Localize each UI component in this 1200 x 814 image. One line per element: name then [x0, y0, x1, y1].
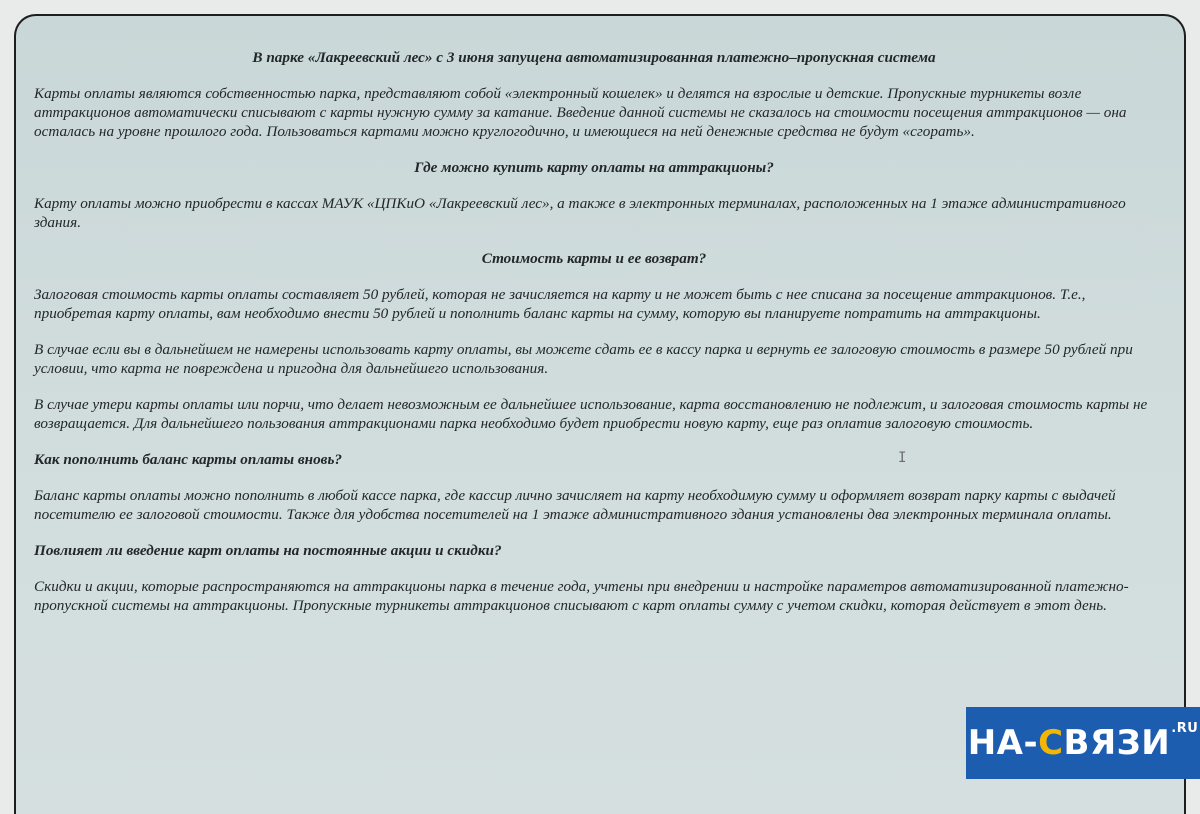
text-cursor-icon: I — [898, 450, 907, 466]
info-article — [34, 48, 1154, 632]
logo-text-na: НА- — [967, 723, 1039, 763]
logo-text-vyazi: ВЯЗИ — [1063, 723, 1171, 763]
paragraph-discounts: Скидки и акции, которые распространяются на аттракционы парка в течение года, учтены при внедрении и настройке параметров автоматизированной платежно-пропускной системы на аттракционы. Пропускные турникеты аттракционов списывают с карт оплаты сумму с учетом скидки, которая действует в этот день. — [34, 578, 1129, 614]
heading-cost-and-return: Стоимость карты и ее возврат? — [481, 250, 707, 267]
paragraph-intro: Карты оплаты являются собственностью парка, представляют собой «электронный кошелек» и делятся на взрослые и детские. Пропускные турникеты возле аттракционов автоматически списывают с карты нужную сумму за катание. Введение данной системы не сказалось на стоимости посещения аттракционов — она осталась на уровне прошлого года. Пользоваться картами можно круглогодично, и имеющиеся на ней денежные средства не будут «сгорать». — [34, 85, 1127, 140]
logo-text-tld: .RU — [1171, 721, 1199, 736]
logo-text-s: С — [1038, 723, 1064, 763]
heading-discounts: Повлияет ли введение карт оплаты на постоянные акции и скидки? — [34, 542, 502, 559]
heading-top-up: Как пополнить баланс карты оплаты вновь? — [34, 451, 343, 468]
paragraph-loss: В случае утери карты оплаты или порчи, что делает невозможным ее дальнейшее использование, карта восстановлению не подлежит, и залоговая стоимость карты не возвращается. Для дальнейшего пользования аттракционами парка необходимо будет приобрести новую карту, еще раз оплатив залоговую стоимость. — [34, 396, 1148, 432]
article-headline: В парке «Лакреевский лес» с 3 июня запущена автоматизированная платежно–пропускная система — [252, 49, 936, 66]
heading-where-to-buy: Где можно купить карту оплаты на аттракционы? — [414, 159, 774, 176]
kiosk-screen — [14, 14, 1186, 814]
watermark-logo — [966, 707, 1200, 779]
paragraph-where-to-buy: Карту оплаты можно приобрести в кассах МАУК «ЦПКиО «Лакреевский лес», а также в электронных терминалах, расположенных на 1 этаже административного здания. — [34, 195, 1126, 231]
paragraph-deposit: Залоговая стоимость карты оплаты составляет 50 рублей, которая не зачисляется на карту и не может быть с нее списана за посещение аттракционов. Т.е., приобретая карту оплаты, вам необходимо внести 50 рублей и пополнить баланс карты на сумму, которую вы планируете потратить на аттракционы. — [34, 286, 1086, 322]
paragraph-return: В случае если вы в дальнейшем не намерены использовать карту оплаты, вы можете сдать ее в кассу парка и вернуть ее залоговую стоимость в размере 50 рублей при условии, что карта не повреждена и пригодна для дальнейшего использования. — [34, 341, 1133, 377]
paragraph-top-up: Баланс карты оплаты можно пополнить в любой кассе парка, где кассир лично зачисляет на карту необходимую сумму и оформляет возврат парку карты с выдачей посетителю ее залоговой стоимости. Также для удобства посетителей на 1 этаже административного здания установлены два электронных терминала оплаты. — [34, 487, 1116, 523]
